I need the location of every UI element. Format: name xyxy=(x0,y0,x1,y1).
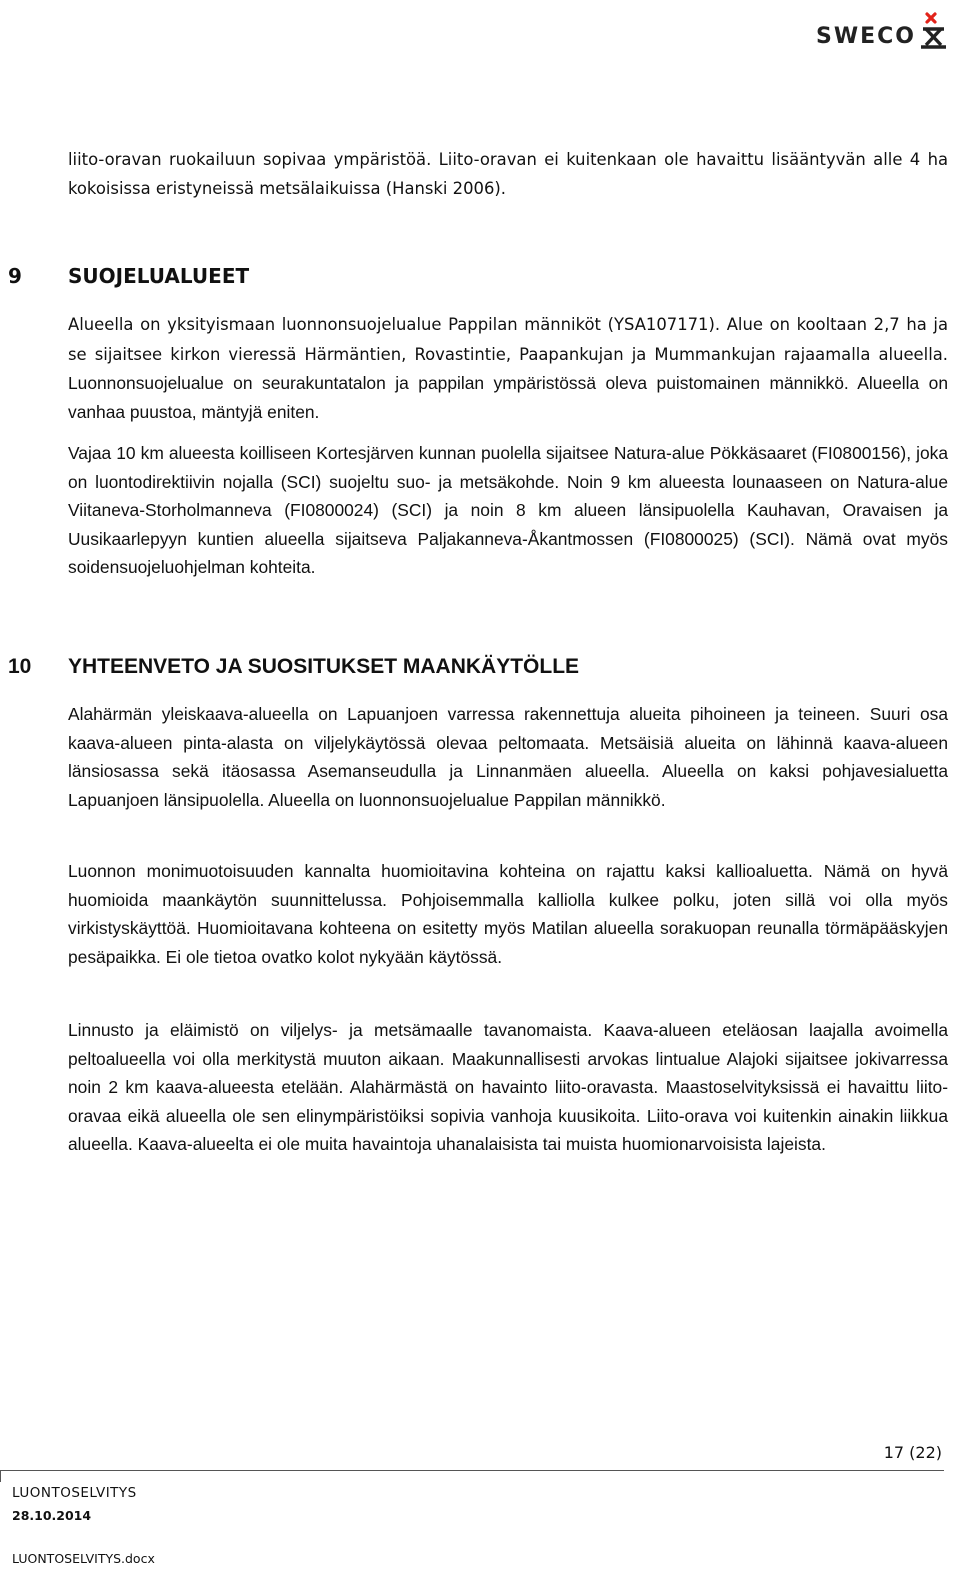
sweco-figure-icon xyxy=(918,12,948,52)
section-10-number: 10 xyxy=(8,655,32,678)
section-9-paragraph-1a: Alueella on yksityismaan luonnonsuojelualue Pappilan männiköt (YSA107171). Alue on kooltaan 2,7 ha ja se sijaitsee kirkon vieressä Härmäntien, Rovastintie, Paapankujan ja Mummankujan rajaamalla alueella. xyxy=(68,315,948,364)
section-10-paragraph-3: Linnusto ja eläimistö on viljelys- ja metsämaalle tavanomaista. Kaava-alueen eteläosan laajalla avoimella peltoalueella voi olla merkitystä muuton aikaan. Maakunnallisesti arvokas lintualue Alajoki sijaitsee jokivarressa noin 2 km kaava-alueesta etelään. Alahärmästä on havainto liito-oravasta. Maastoselvityksissä ei havaittu liito-oravaa eikä alueella ole sen elinympäristöiksi sopivia vanhoja kuusikoita. Liito-orava voi kuitenkin ainakin liikkua alueella. Kaava-alueelta ei ole muita havaintoja uhanalaisista tai muista huomionarvoisista lajeista. xyxy=(68,1020,948,1155)
footer-filename: LUONTOSELVITYS.docx xyxy=(12,1551,155,1566)
section-10-paragraph-2: Luonnon monimuotoisuuden kannalta huomioitavina kohteina on rajattu kaksi kallioaluetta. Nämä on hyvä huomioida maankäytön suunnittelussa. Pohjoisemmalla kalliolla kulkee polku, joten sillä voi olla myös virkistyskäyttöä. Huomioitavana kohteena on esitetty myös Matilan alueella sorakuopan reunalla törmäpääskyjen pesäpaikka. Ei ole tietoa ovatko kolot nykyään käytössä. xyxy=(68,861,948,967)
footer-doc-title: LUONTOSELVITYS xyxy=(12,1485,137,1501)
section-10-paragraph-1: Alahärmän yleiskaava-alueella on Lapuanjoen varressa rakennettuja alueita pihoineen ja teineen. Suuri osa kaava-alueen pinta-alasta on viljelykäytössä olevaa peltomaata. Metsäisiä alueita on lähinnä kaava-alueen länsiosassa sekä itäosassa Asemanseudulla ja Linnanmäen alueella. Alueella on kaksi pohjavesialuetta Lapuanjoen länsipuolella. Alueella on luonnonsuojelualue Pappilan männikkö. xyxy=(68,704,948,810)
intro-paragraph: liito-oravan ruokailuun sopivaa ympäristöä. Liito-oravan ei kuitenkaan ole havaittu lisääntyvän alle 4 ha kokoisissa eristyneissä metsälaikuissa (Hanski 2006). xyxy=(68,150,948,198)
section-9-title: SUOJELUALUEET xyxy=(68,264,250,288)
footer-divider-tick xyxy=(0,1470,1,1482)
section-9-number: 9 xyxy=(8,264,22,288)
page-number: 17 (22) xyxy=(883,1443,942,1462)
logo-text: SWECO xyxy=(816,24,916,49)
sweco-logo xyxy=(816,12,948,52)
section-9-paragraph-2: Vajaa 10 km alueesta koilliseen Kortesjärven kunnan puolella sijaitsee Natura-alue Pökkäsaaret (FI0800156), joka on luontodirektiivin nojalla (SCI) suojeltu suo- ja metsäkohde. Noin 9 km alueesta lounaaseen on Natura-alue Viitaneva-Storholmanneva (FI0800024) (SCI) ja noin 8 km alueen länsipuolella Kauhavan, Oravaisen ja Uusikaarlepyyn kuntien alueella sijaitseva Paljakanneva-Åkantmossen (FI0800025) (SCI). Nämä ovat myös soidensuojeluohjelman kohteita. xyxy=(68,443,948,578)
section-9-paragraph-1 xyxy=(68,310,948,426)
section-10-title: YHTEENVETO JA SUOSITUKSET MAANKÄYTÖLLE xyxy=(68,655,580,678)
footer-date: 28.10.2014 xyxy=(12,1508,92,1523)
footer-divider xyxy=(0,1470,944,1471)
section-9-paragraph-1b: Luonnonsuojelualue on seurakuntatalon ja pappilan ympäristössä oleva puistomainen männikkö. Alueella on vanhaa puustoa, mäntyjä eniten. xyxy=(68,373,948,422)
